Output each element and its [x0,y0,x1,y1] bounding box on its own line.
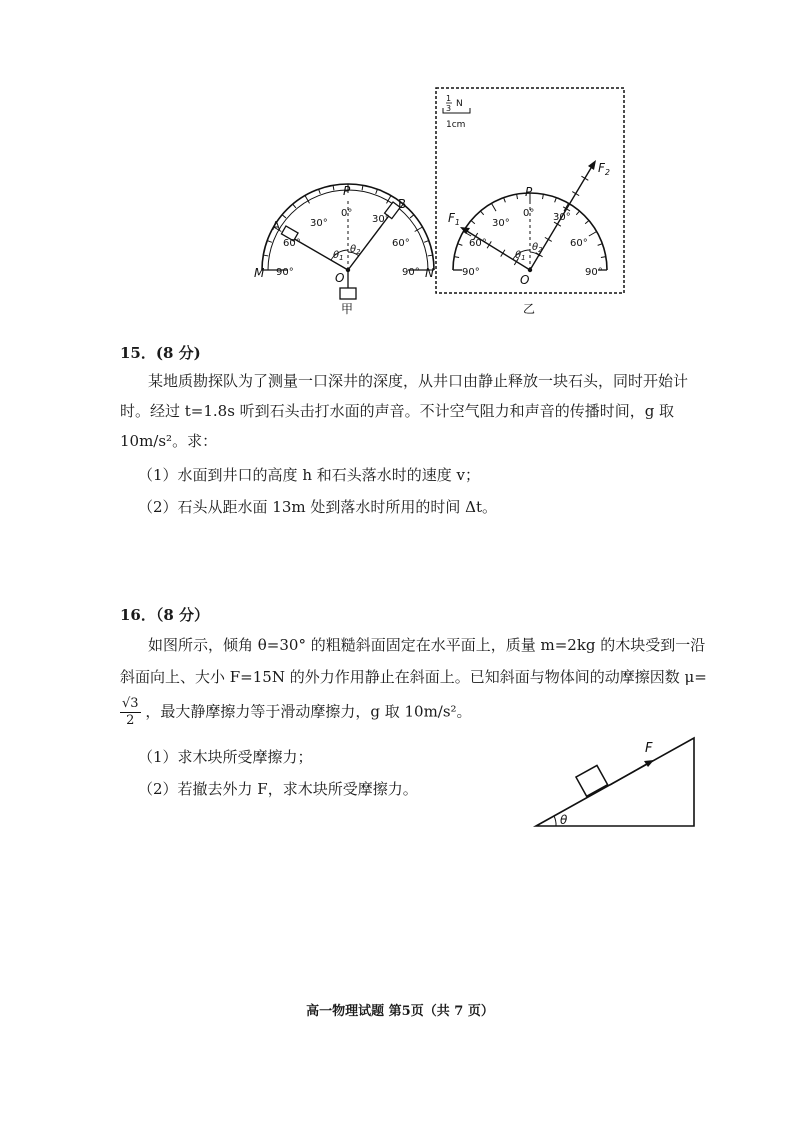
svg-text:30°: 30° [372,214,390,225]
q16-line2: 斜面向上、大小 F=15N 的外力作用静止在斜面上。已知斜面与物体间的动摩擦因数 μ= [120,668,707,686]
svg-text:θ2: $\theta_2$ [532,242,543,254]
figure-yi [436,88,624,316]
svg-text:θ2: $\theta_2$ [350,244,361,256]
svg-text:30°: 30° [310,218,328,229]
q16-line3-row [120,696,472,729]
incline-figure [530,730,700,830]
svg-text:60°: 60° [469,238,487,249]
svg-text:P: P [525,185,533,199]
svg-text:θ1: $\theta_1$ [333,250,344,262]
svg-text:0°: 0° [523,208,535,219]
q15-item2: （2）石头从距水面 13m 处到落水时所用的时间 Δt。 [138,498,498,516]
figure-jia [254,184,434,316]
svg-text:1: 1 [446,94,452,103]
svg-text:F2: $F_2$ [598,161,610,177]
svg-text:60°: 60° [392,238,410,249]
svg-text:90°: 90° [585,267,603,278]
svg-text:60°: 60° [283,238,301,249]
svg-text:N: N [456,99,463,109]
svg-text:90°: 90° [402,267,420,278]
label-P-jia: P [343,184,351,198]
label-M: M [254,266,265,280]
label-B: B [398,197,407,211]
q16-item1: （1）求木块所受摩擦力； [138,748,313,766]
q15-line1: 某地质勘探队为了测量一口深井的深度，从井口由静止释放一块石头，同时开始计 [148,372,689,390]
svg-text:90°: 90° [276,267,294,278]
svg-text:F1: $F_1$ [448,211,460,227]
svg-text:30°: 30° [553,212,571,223]
svg-text:30°: 30° [492,218,510,229]
q15-line3: 10m/s²。求： [120,432,218,450]
q15-item1: （1）水面到井口的高度 h 和石头落水时的速度 v； [138,466,480,484]
svg-text:60°: 60° [570,238,588,249]
mu-fraction: $\frac{√3}{2}$ [122,696,139,728]
label-N: N [425,266,434,280]
label-O-jia: O [335,271,345,285]
label-A: A [272,219,281,233]
q16-line1: 如图所示，倾角 θ=30° 的粗糙斜面固定在水平面上，质量 m=2kg 的木块受到一沿 [148,636,706,654]
caption-yi: 乙 [523,302,536,316]
protractor-figures [0,0,800,330]
q15-title: 15．(8 分) [120,344,201,362]
q16-item2: （2）若撤去外力 F，求木块所受摩擦力。 [138,780,418,798]
q16-line3: ，最大静摩擦力等于滑动摩擦力，g 取 10m/s²。 [145,702,472,721]
page-footer: 高一物理试题 第5页（共 7 页） [306,1004,494,1019]
q16-title: 16．（8 分） [120,606,210,624]
svg-text:0°: 0° [341,208,353,219]
svg-text:90°: 90° [462,267,480,278]
incline-angle-label: θ [560,813,568,827]
caption-jia: 甲 [341,302,354,316]
svg-text:3: 3 [446,104,452,113]
svg-text:O: O [520,273,530,287]
incline-force-label: F [645,741,653,756]
q15-line2: 时。经过 t=1.8s 听到石头击打水面的声音。不计空气阻力和声音的传播时间，g 取 [120,402,675,420]
svg-text:θ1: $\theta_1$ [515,250,526,262]
svg-text:1cm: 1cm [446,120,466,130]
